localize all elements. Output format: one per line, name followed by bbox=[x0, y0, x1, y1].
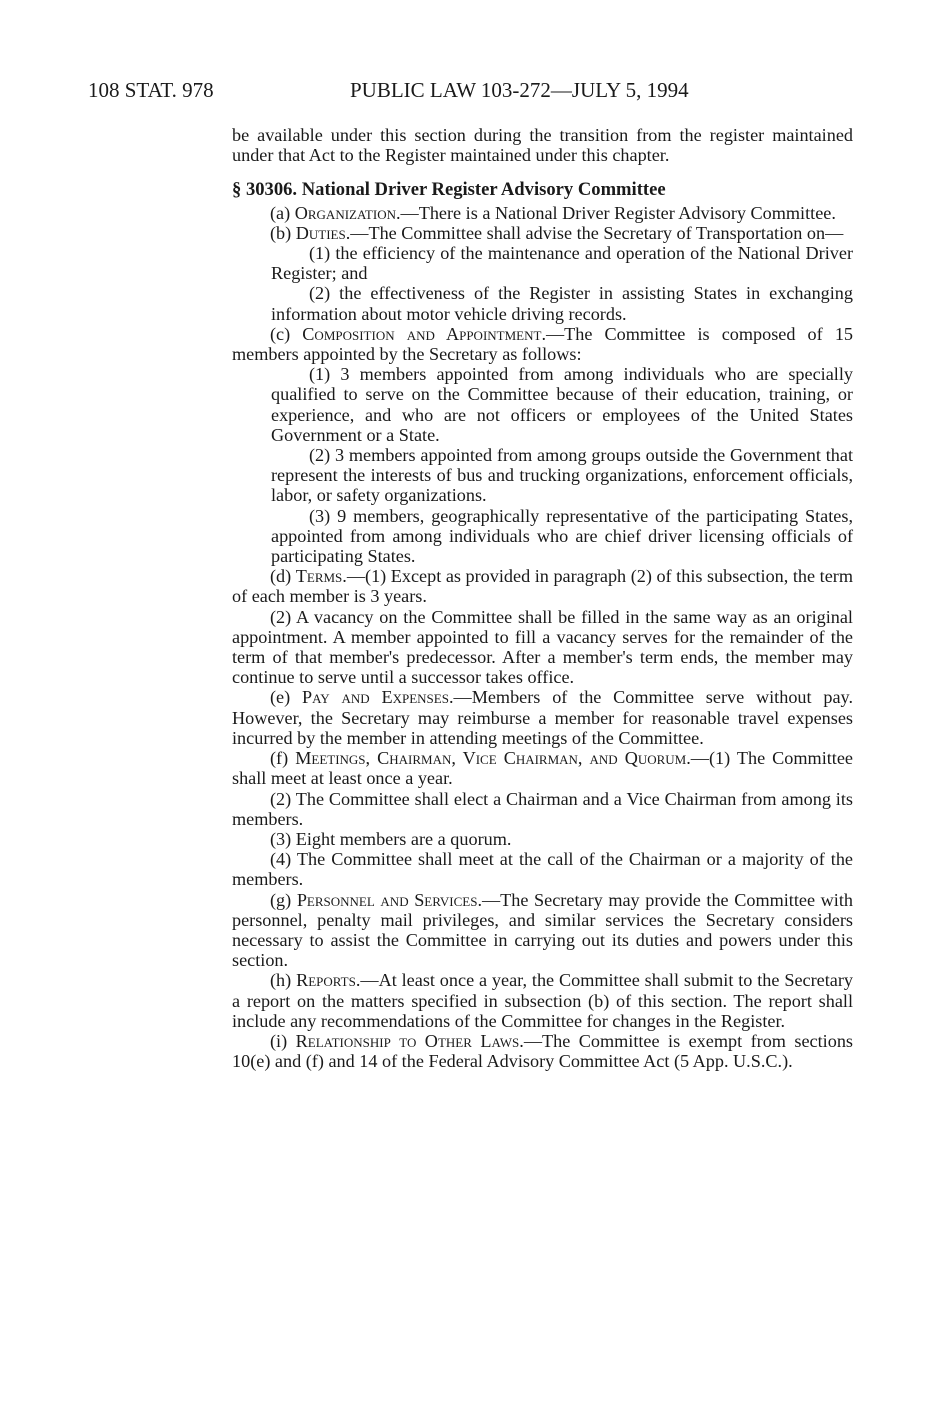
subsection-c: (c) Composition and Appointment.—The Committee is composed of 15 members appointed by the Secretary as follows: bbox=[232, 323, 854, 365]
list-item: (2) 3 members appointed from among groups outside the Government that represent the interests of bus and trucking organizations, enforcement officials, labor, or safety organizations. bbox=[271, 445, 853, 506]
list-item: (3) 9 members, geographically representative of the participating States, appointed from among individuals who are chief driver licensing officials of participating States. bbox=[271, 505, 853, 567]
subsection-f-paragraph-4: (4) The Committee shall meet at the call of the Chairman or a majority of the members. bbox=[232, 849, 853, 890]
subsection-d: (d) Terms.—(1) Except as provided in paragraph (2) of this subsection, the term of each member is 3 years. bbox=[232, 566, 853, 607]
subsection-d-paragraph-2: (2) A vacancy on the Committee shall be filled in the same way as an original appointment. A member appointed to fill a vacancy serves for the remainder of the term of that member's predecessor. After a member's term ends, the member may continue to serve until a successor takes office. bbox=[232, 606, 853, 688]
subsection-e: (e) Pay and Expenses.—Members of the Committee serve without pay. However, the Secretary may reimburse a member for reasonable travel expenses incurred by the member in attending meetings of the Committee. bbox=[232, 687, 853, 748]
list-item: (2) the effectiveness of the Register in assisting States in exchanging information about motor vehicle driving records. bbox=[271, 283, 853, 324]
subsection-f-paragraph-2: (2) The Committee shall elect a Chairman and a Vice Chairman from among its members. bbox=[232, 788, 853, 829]
list-item: (1) the efficiency of the maintenance and operation of the National Driver Register; and bbox=[271, 243, 853, 284]
subsection-caption: Terms bbox=[295, 566, 343, 587]
subsection-caption: Organization bbox=[294, 202, 396, 223]
page-header bbox=[88, 78, 858, 108]
subsection-caption: Reports bbox=[296, 970, 356, 991]
public-law-heading: PUBLIC LAW 103-272—JULY 5, 1994 bbox=[350, 78, 689, 102]
section-heading: § 30306. National Driver Register Advisory Committee bbox=[232, 179, 666, 201]
subsection-b: (b) Duties.—The Committee shall advise the Secretary of Transportation on— bbox=[270, 222, 844, 243]
subsection-h: (h) Reports.—At least once a year, the Committee shall submit to the Secretary a report on the matters specified in subsection (b) of this section. The report shall include any recommendations of the Committee for changes in the Register. bbox=[232, 970, 853, 1031]
subsection-i: (i) Relationship to Other Laws.—The Committee is exempt from sections 10(e) and (f) and 14 of the Federal Advisory Committee Act (5 App. U.S.C.). bbox=[232, 1030, 853, 1072]
subsection-caption: Composition and Appointment bbox=[302, 323, 542, 344]
subsection-f-paragraph-3: (3) Eight members are a quorum. bbox=[270, 828, 512, 849]
subsection-caption: Meetings, Chairman, Vice Chairman, and Quorum bbox=[295, 748, 687, 769]
subsection-caption: Relationship to Other Laws bbox=[295, 1030, 520, 1051]
list-item: (1) 3 members appointed from among individuals who are specially qualified to serve on the Committee because of their education, training, or experience, and who are not officers or employees of the United States Government or a State. bbox=[271, 364, 853, 445]
document-body bbox=[232, 125, 853, 1071]
intro-paragraph: be available under this section during the transition from the register maintained under that Act to the Register maintained under this chapter. bbox=[232, 125, 853, 166]
subsection-caption: Pay and Expenses bbox=[302, 687, 449, 708]
subsection-g: (g) Personnel and Services.—The Secretary may provide the Committee with personnel, penalty mail privileges, and similar services the Secretary considers necessary to assist the Committee in carrying out its duties and powers under this section. bbox=[232, 889, 853, 971]
subsection-a: (a) Organization.—There is a National Driver Register Advisory Committee. bbox=[270, 202, 836, 223]
subsection-caption: Duties bbox=[295, 222, 346, 243]
stat-page-reference: 108 STAT. 978 bbox=[88, 78, 214, 102]
subsection-caption: Personnel and Services bbox=[296, 889, 478, 910]
subsection-f: (f) Meetings, Chairman, Vice Chairman, and Quorum.—(1) The Committee shall meet at least once a year. bbox=[232, 748, 853, 789]
